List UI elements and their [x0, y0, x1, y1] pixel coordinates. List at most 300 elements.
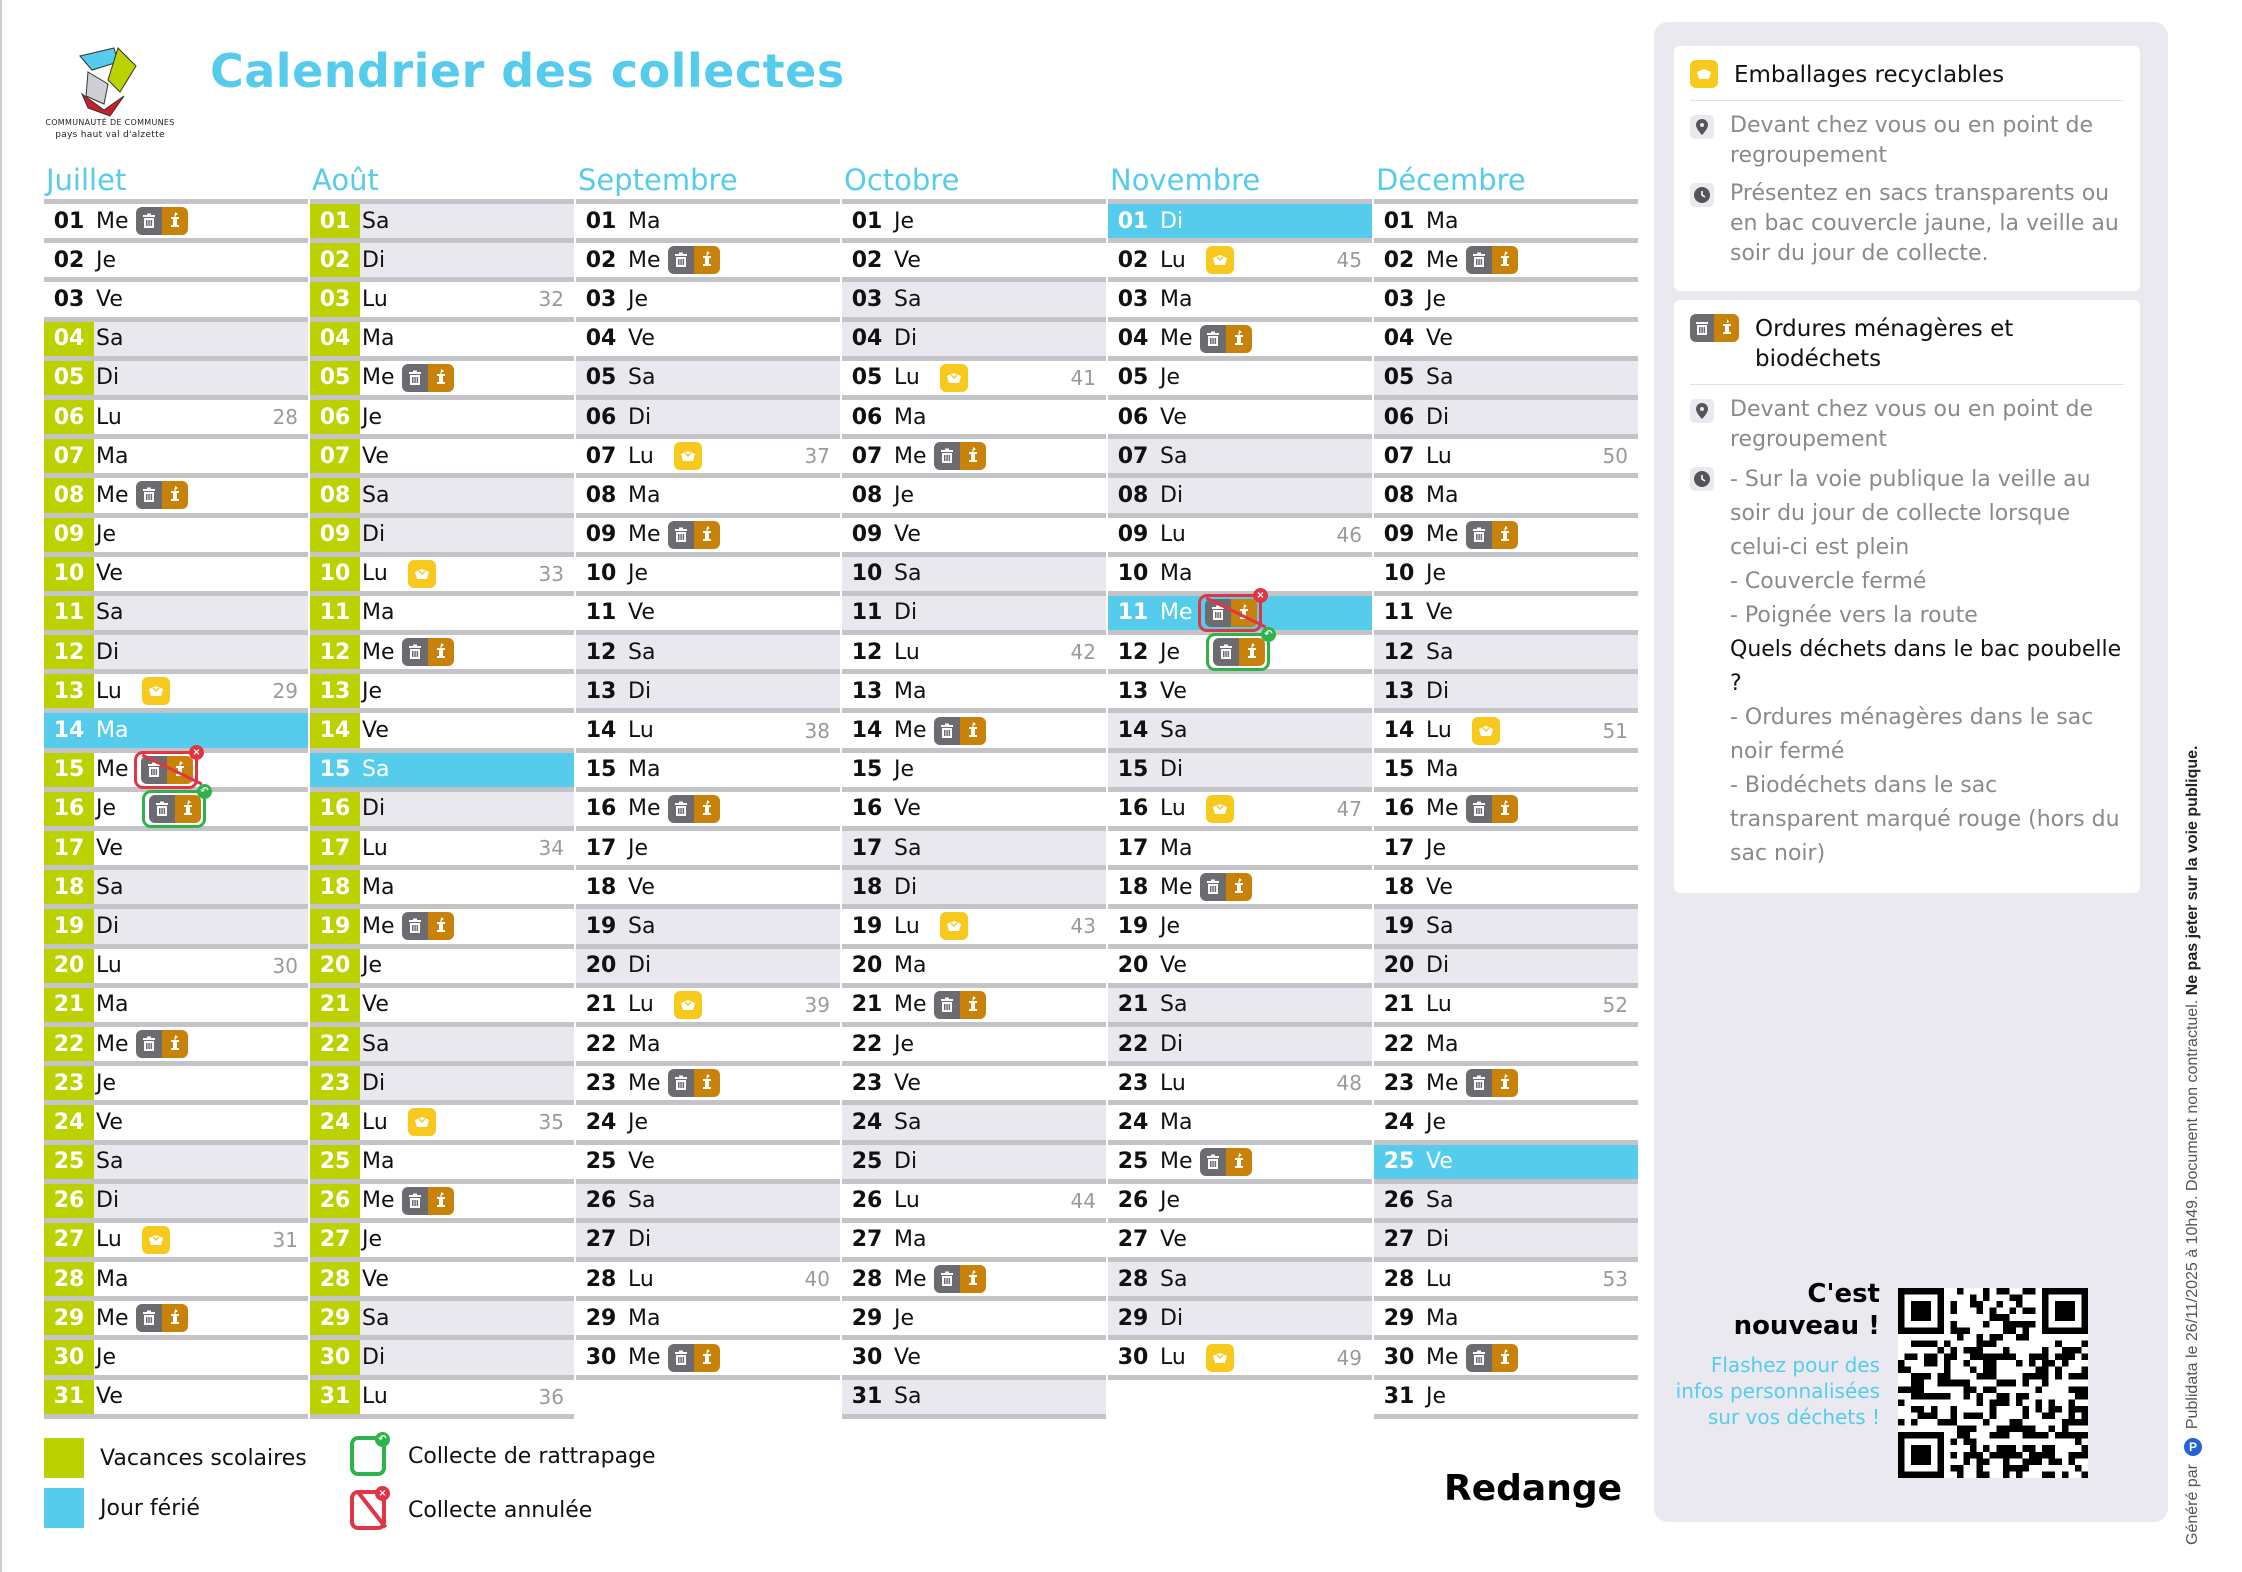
day-number: 06 — [1383, 404, 1415, 430]
day-row — [576, 1066, 840, 1105]
day-row — [576, 674, 840, 713]
household-biowaste-icon — [1200, 873, 1252, 901]
day-row — [1374, 518, 1638, 557]
day-number: 01 — [1117, 208, 1149, 234]
day-number: 29 — [851, 1305, 883, 1331]
day-number: 22 — [310, 1027, 360, 1061]
household-biowaste-icon — [1213, 638, 1265, 666]
day-row — [310, 792, 574, 831]
day-row — [1108, 713, 1372, 752]
catchup-badge-icon: ↶ — [1261, 627, 1276, 642]
day-name: Di — [1426, 953, 1450, 979]
cancelled-icon: × — [350, 1490, 386, 1530]
household-biowaste-icon — [668, 795, 720, 823]
day-number: 25 — [851, 1149, 883, 1175]
week-number: 39 — [804, 992, 830, 1017]
day-name: Je — [894, 482, 915, 508]
day-name: Me — [894, 443, 927, 469]
day-row — [1108, 831, 1372, 870]
day-row — [310, 674, 574, 713]
day-name: Sa — [362, 757, 390, 783]
recycling-icon — [142, 1226, 170, 1254]
day-number: 30 — [1117, 1345, 1149, 1371]
day-name: Me — [96, 757, 129, 783]
day-number: 12 — [585, 639, 617, 665]
day-row — [310, 1066, 574, 1105]
day-name: Je — [96, 522, 117, 548]
day-number: 06 — [1117, 404, 1149, 430]
week-number: 52 — [1602, 992, 1628, 1017]
logo-text-line2: pays haut val d'alzette — [55, 130, 165, 140]
day-name: Me — [96, 208, 129, 234]
day-row — [1374, 596, 1638, 635]
day-name: Di — [1160, 1031, 1184, 1057]
day-name: Ve — [362, 718, 389, 744]
household-title: Ordures ménagères et biodéchets — [1754, 316, 2014, 372]
day-name: Me — [894, 1266, 927, 1292]
day-number: 11 — [44, 596, 94, 630]
day-name: Di — [628, 1227, 652, 1253]
day-number: 21 — [1383, 992, 1415, 1018]
day-row — [1374, 204, 1638, 243]
day-name: Ma — [1426, 482, 1459, 508]
day-name: Me — [96, 482, 129, 508]
month-name: Octobre — [844, 163, 960, 197]
day-number: 15 — [1383, 757, 1415, 783]
day-number: 05 — [851, 365, 883, 391]
day-number: 04 — [851, 326, 883, 352]
footer-brand: Publidata — [2184, 1362, 2201, 1430]
day-number: 16 — [310, 792, 360, 826]
day-name: Ma — [628, 1305, 661, 1331]
day-row — [842, 557, 1106, 596]
recycling-icon — [1206, 1344, 1234, 1372]
day-row — [310, 1105, 574, 1144]
day-row — [842, 1301, 1106, 1340]
day-number: 24 — [585, 1109, 617, 1135]
day-row — [842, 674, 1106, 713]
day-number: 31 — [1383, 1384, 1415, 1410]
day-row — [576, 439, 840, 478]
week-number: 50 — [1602, 444, 1628, 469]
day-number: 01 — [585, 208, 617, 234]
day-number: 29 — [44, 1301, 94, 1335]
day-number: 23 — [310, 1066, 360, 1100]
day-row — [842, 1262, 1106, 1301]
day-name: Je — [1160, 365, 1181, 391]
day-number: 12 — [310, 635, 360, 669]
day-name: Sa — [96, 874, 124, 900]
day-name: Ma — [1426, 208, 1459, 234]
page-border — [0, 0, 2, 1572]
day-row — [1108, 282, 1372, 321]
legend-vacation-label: Vacances scolaires — [100, 1445, 307, 1471]
day-number: 10 — [1117, 561, 1149, 587]
day-row — [842, 596, 1106, 635]
day-number: 17 — [585, 835, 617, 861]
day-row — [44, 1262, 308, 1301]
day-name: Lu — [1426, 992, 1452, 1018]
legend-cancelled-label: Collecte annulée — [408, 1497, 593, 1523]
day-row — [1374, 1066, 1638, 1105]
day-number: 08 — [1383, 482, 1415, 508]
day-name: Ve — [96, 1109, 123, 1135]
day-name: Ma — [1160, 835, 1193, 861]
catchup-collection — [142, 785, 209, 828]
day-name: Ve — [96, 561, 123, 587]
day-row — [842, 243, 1106, 282]
day-name: Me — [96, 1031, 129, 1057]
day-row — [842, 870, 1106, 909]
household-when-line: - Couvercle fermé — [1730, 569, 1927, 594]
day-name: Sa — [1426, 913, 1454, 939]
day-name: Ve — [1426, 326, 1453, 352]
day-name: Sa — [628, 1188, 656, 1214]
day-number: 02 — [1383, 247, 1415, 273]
day-number: 30 — [851, 1345, 883, 1371]
day-number: 20 — [44, 949, 94, 983]
day-name: Me — [1426, 1345, 1459, 1371]
day-name: Me — [894, 718, 927, 744]
recycling-icon — [1690, 60, 1718, 88]
day-row — [842, 1380, 1106, 1419]
day-name: Sa — [96, 326, 124, 352]
day-name: Ve — [96, 1384, 123, 1410]
day-row — [576, 1223, 840, 1262]
day-number: 22 — [851, 1031, 883, 1057]
day-row — [576, 596, 840, 635]
day-number: 01 — [851, 208, 883, 234]
catchup-badge-icon: ↶ — [197, 784, 212, 799]
day-row — [1108, 478, 1372, 517]
day-row — [44, 831, 308, 870]
day-name: Ve — [1426, 600, 1453, 626]
household-answer-line: - Ordures ménagères dans le sac noir fermé — [1730, 705, 2094, 764]
day-number: 13 — [44, 674, 94, 708]
day-name: Di — [362, 1345, 386, 1371]
household-waste-icon — [1690, 314, 1739, 342]
day-row — [576, 1145, 840, 1184]
day-number: 10 — [44, 557, 94, 591]
day-number: 27 — [44, 1223, 94, 1257]
day-name: Ve — [1426, 1149, 1453, 1175]
day-number: 31 — [310, 1380, 360, 1414]
day-number: 01 — [1383, 208, 1415, 234]
day-row — [1108, 1223, 1372, 1262]
day-name: Ma — [1160, 561, 1193, 587]
day-row — [1108, 988, 1372, 1027]
day-number: 23 — [44, 1066, 94, 1100]
day-row — [44, 909, 308, 948]
day-name: Me — [1426, 522, 1459, 548]
day-name: Sa — [628, 365, 656, 391]
day-number: 07 — [310, 439, 360, 473]
household-biowaste-icon — [402, 364, 454, 392]
day-row — [1374, 439, 1638, 478]
day-number: 17 — [1117, 835, 1149, 861]
day-row — [1108, 870, 1372, 909]
month-name: Août — [312, 163, 379, 197]
day-name: Lu — [894, 913, 920, 939]
day-row — [310, 870, 574, 909]
day-row — [310, 1380, 574, 1419]
month-column-décembre — [1374, 162, 1638, 1419]
day-row — [842, 1145, 1106, 1184]
day-number: 23 — [1383, 1070, 1415, 1096]
day-number: 25 — [310, 1145, 360, 1179]
day-row — [1108, 439, 1372, 478]
day-name: Sa — [894, 1384, 922, 1410]
day-row — [1374, 478, 1638, 517]
recycling-when: Présentez en sacs transparents ou en bac couvercle jaune, la veille au soir du jour de collecte. — [1730, 181, 2119, 266]
day-name: Di — [362, 522, 386, 548]
household-card — [1674, 300, 2140, 893]
day-row — [842, 1066, 1106, 1105]
day-name: Ve — [96, 286, 123, 312]
day-number: 16 — [44, 792, 94, 826]
day-row — [310, 1145, 574, 1184]
day-row — [310, 1340, 574, 1379]
day-row — [1374, 557, 1638, 596]
day-name: Di — [362, 247, 386, 273]
day-number: 27 — [851, 1227, 883, 1253]
day-row — [576, 243, 840, 282]
day-name: Ma — [96, 443, 129, 469]
day-number: 14 — [851, 718, 883, 744]
household-biowaste-icon — [402, 638, 454, 666]
day-row — [310, 557, 574, 596]
day-number: 03 — [585, 286, 617, 312]
new-title-line2: nouveau ! — [1733, 1311, 1880, 1341]
day-name: Ve — [1160, 1227, 1187, 1253]
household-when-line: - Sur la voie publique la veille au soir du jour de collecte lorsque celui-ci est plein — [1730, 467, 2091, 560]
day-number: 24 — [1383, 1109, 1415, 1135]
day-number: 28 — [44, 1262, 94, 1296]
day-number: 10 — [1383, 561, 1415, 587]
day-number: 06 — [44, 400, 94, 434]
day-name: Je — [362, 953, 383, 979]
day-name: Lu — [362, 561, 388, 587]
day-number: 02 — [585, 247, 617, 273]
day-row — [842, 1027, 1106, 1066]
day-number: 28 — [851, 1266, 883, 1292]
day-name: Lu — [628, 992, 654, 1018]
day-row — [842, 400, 1106, 439]
day-name: Je — [894, 1031, 915, 1057]
clock-icon — [1690, 467, 1714, 491]
day-row — [1108, 557, 1372, 596]
day-row — [1108, 204, 1372, 243]
day-row — [1374, 713, 1638, 752]
day-name: Ma — [894, 404, 927, 430]
day-number: 29 — [310, 1301, 360, 1335]
day-number: 05 — [44, 361, 94, 395]
day-row — [44, 949, 308, 988]
household-biowaste-icon — [136, 481, 188, 509]
week-number: 40 — [804, 1267, 830, 1292]
day-row — [44, 596, 308, 635]
day-row — [1108, 1066, 1372, 1105]
day-name: Ve — [628, 600, 655, 626]
day-name: Je — [628, 835, 649, 861]
day-number: 18 — [1383, 874, 1415, 900]
day-name: Ve — [628, 326, 655, 352]
day-name: Je — [1426, 1384, 1447, 1410]
day-row — [44, 1301, 308, 1340]
day-number: 03 — [310, 282, 360, 316]
day-row — [1108, 1184, 1372, 1223]
day-name: Sa — [1160, 1266, 1188, 1292]
day-row — [842, 1105, 1106, 1144]
day-row — [576, 1027, 840, 1066]
day-number: 21 — [851, 992, 883, 1018]
day-number: 26 — [44, 1184, 94, 1218]
day-row — [44, 518, 308, 557]
household-biowaste-icon — [136, 207, 188, 235]
day-name: Ma — [362, 874, 395, 900]
day-row — [1374, 870, 1638, 909]
day-row — [1374, 753, 1638, 792]
day-number: 17 — [44, 831, 94, 865]
day-name: Ve — [96, 835, 123, 861]
day-row — [44, 1380, 308, 1419]
day-number: 29 — [1117, 1305, 1149, 1331]
household-where: Devant chez vous ou en point de regroupement — [1730, 397, 2093, 452]
day-number: 08 — [44, 478, 94, 512]
day-number: 11 — [310, 596, 360, 630]
day-name: Di — [1426, 404, 1450, 430]
day-name: Ma — [1426, 1305, 1459, 1331]
day-name: Je — [1426, 835, 1447, 861]
day-name: Je — [894, 1305, 915, 1331]
day-number: 19 — [44, 909, 94, 943]
week-number: 41 — [1070, 365, 1096, 390]
day-row — [842, 361, 1106, 400]
day-row — [842, 949, 1106, 988]
day-name: Ve — [628, 874, 655, 900]
day-number: 25 — [44, 1145, 94, 1179]
day-name: Ve — [894, 796, 921, 822]
day-row — [1108, 909, 1372, 948]
day-row — [1374, 949, 1638, 988]
recycling-where: Devant chez vous ou en point de regroupement — [1730, 113, 2093, 168]
month-name: Juillet — [46, 163, 127, 197]
day-row — [842, 988, 1106, 1027]
week-number: 35 — [538, 1110, 564, 1135]
day-number: 09 — [851, 522, 883, 548]
day-number: 25 — [585, 1149, 617, 1175]
day-name: Di — [96, 639, 120, 665]
day-name: Lu — [894, 1188, 920, 1214]
day-number: 19 — [851, 913, 883, 939]
day-row — [1374, 1262, 1638, 1301]
day-row — [44, 785, 308, 831]
day-number: 15 — [1117, 757, 1149, 783]
day-name: Lu — [1160, 796, 1186, 822]
day-row — [310, 988, 574, 1027]
day-name: Ma — [628, 208, 661, 234]
day-name: Me — [628, 796, 661, 822]
day-row — [310, 1184, 574, 1223]
day-number: 24 — [851, 1109, 883, 1135]
day-name: Lu — [362, 286, 388, 312]
day-row — [1108, 1301, 1372, 1340]
qr-code[interactable] — [1898, 1288, 2088, 1478]
day-number: 27 — [1117, 1227, 1149, 1253]
day-number: 26 — [851, 1188, 883, 1214]
day-number: 02 — [1117, 247, 1149, 273]
day-name: Sa — [1160, 718, 1188, 744]
day-number: 09 — [44, 518, 94, 552]
day-number: 05 — [585, 365, 617, 391]
day-number: 13 — [1383, 678, 1415, 704]
day-name: Me — [1160, 600, 1193, 626]
day-number: 24 — [310, 1105, 360, 1139]
day-name: Ma — [1160, 1109, 1193, 1135]
day-name: Me — [628, 1345, 661, 1371]
recycling-icon — [1206, 246, 1234, 274]
day-name: Ma — [96, 992, 129, 1018]
day-name: Sa — [1160, 443, 1188, 469]
week-number: 51 — [1602, 718, 1628, 743]
day-number: 21 — [585, 992, 617, 1018]
day-name: Ma — [894, 678, 927, 704]
day-number: 26 — [1117, 1188, 1149, 1214]
day-row — [576, 635, 840, 674]
day-row — [1108, 1105, 1372, 1144]
day-row — [576, 949, 840, 988]
day-name: Di — [894, 600, 918, 626]
day-name: Sa — [1160, 992, 1188, 1018]
day-number: 13 — [851, 678, 883, 704]
day-row — [44, 243, 308, 282]
day-name: Ma — [894, 953, 927, 979]
day-name: Lu — [1426, 718, 1452, 744]
day-number: 15 — [310, 753, 360, 787]
day-number: 07 — [585, 443, 617, 469]
day-name: Je — [1160, 913, 1181, 939]
day-name: Di — [1160, 482, 1184, 508]
day-number: 19 — [585, 913, 617, 939]
day-row — [310, 831, 574, 870]
day-row — [44, 1027, 308, 1066]
day-row — [1374, 1184, 1638, 1223]
day-name: Sa — [362, 1031, 390, 1057]
week-number: 28 — [272, 405, 298, 430]
day-row — [44, 674, 308, 713]
day-row — [1374, 282, 1638, 321]
day-name: Ve — [362, 992, 389, 1018]
qr-code-icon — [1898, 1288, 2088, 1478]
recycling-icon — [1472, 717, 1500, 745]
day-row — [44, 400, 308, 439]
day-row — [1108, 518, 1372, 557]
day-row — [842, 1340, 1106, 1379]
household-biowaste-icon — [934, 991, 986, 1019]
day-number: 20 — [585, 953, 617, 979]
day-name: Di — [1160, 757, 1184, 783]
day-row — [576, 518, 840, 557]
footer-note — [2184, 745, 2202, 1545]
day-row — [1374, 1027, 1638, 1066]
day-number: 16 — [1383, 796, 1415, 822]
day-row — [1374, 909, 1638, 948]
day-number: 16 — [1117, 796, 1149, 822]
household-biowaste-icon — [1466, 795, 1518, 823]
day-name: Lu — [1426, 1266, 1452, 1292]
day-number: 07 — [851, 443, 883, 469]
day-row — [310, 713, 574, 752]
